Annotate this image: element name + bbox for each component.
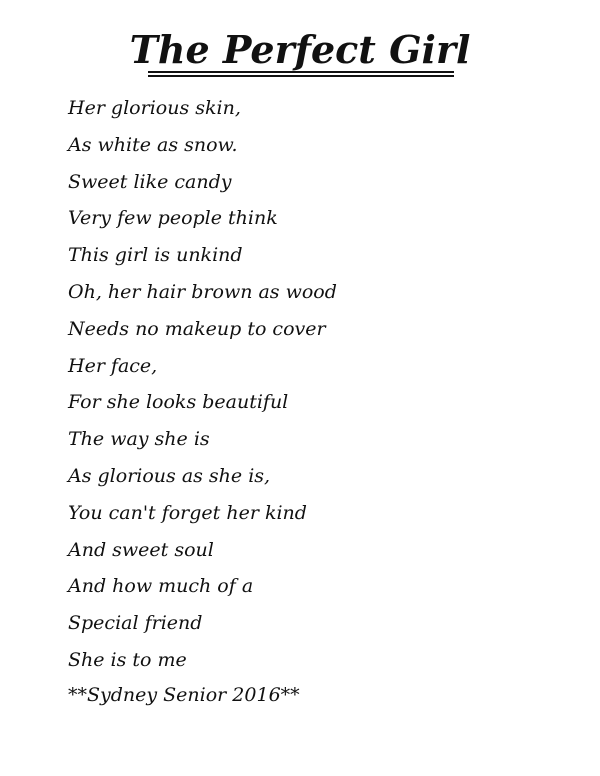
poem-title: The Perfect Girl [129,27,471,72]
poem-line: Needs no makeup to cover [68,317,326,340]
poem-line: The way she is [68,428,210,451]
poem-line: For she looks beautiful [68,391,289,414]
poem-line: Special friend [68,612,203,635]
poem-line: You can't forget her kind [68,501,307,524]
poem-line: Sweet like candy [68,170,232,193]
title-underline [148,71,454,73]
poem-line: As glorious as she is, [68,464,271,487]
poem-line: This girl is unkind [68,244,243,267]
poem-line: She is to me [68,648,187,671]
poem-body [68,90,548,679]
poem-line: Very few people think [68,207,278,230]
poem-line: And how much of a [68,575,254,598]
title-underline-second [148,75,454,77]
poem-signature: **Sydney Senior 2016** [68,684,300,706]
poem-line: And sweet soul [68,538,214,561]
poem-line: Her face, [68,354,158,377]
poem-line: Oh, her hair brown as wood [68,280,337,303]
poem-line: As white as snow. [68,133,238,156]
poem-line: Her glorious skin, [68,97,241,119]
